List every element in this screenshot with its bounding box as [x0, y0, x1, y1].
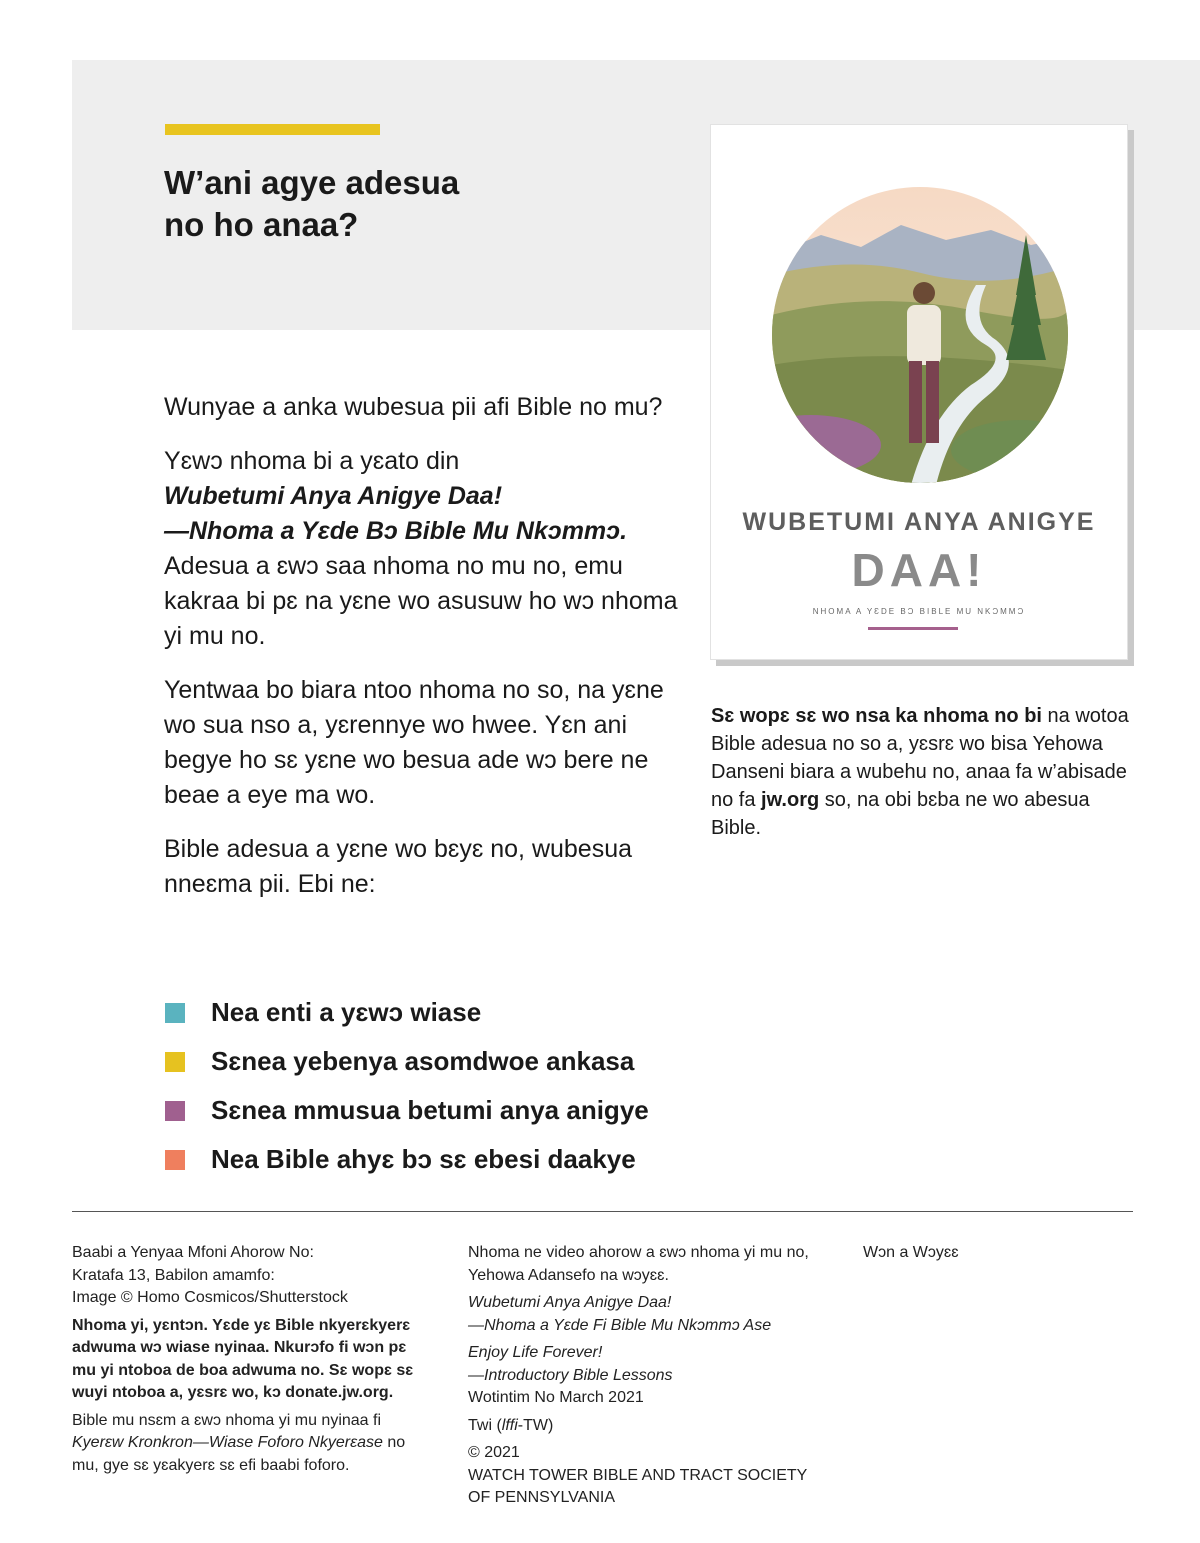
- book-paragraph: [164, 444, 684, 654]
- list-item-label: Nea Bible ahyɛ bɔ sɛ ebesi daakye: [211, 1144, 636, 1174]
- copyright-line2: OF PENNSYLVANIA: [468, 1489, 615, 1506]
- footer-column-credits: [72, 1242, 432, 1482]
- list-item: [165, 1135, 725, 1184]
- footer-column-publishers: [863, 1242, 1113, 1270]
- credits-line3: Image © Homo Cosmicos/Shutterstock: [72, 1289, 348, 1306]
- intro-paragraph: Wunyae a anka wubesua pii afi Bible no mu?: [164, 393, 663, 421]
- publisher-note: Nhoma ne video ahorow a ɛwɔ nhoma yi mu no, Yehowa Adansefo na wɔyɛɛ.: [468, 1244, 809, 1284]
- list-item-label: Sɛnea mmusua betumi anya anigye: [211, 1095, 649, 1125]
- title-twi-line1: Wubetumi Anya Anigye Daa!: [468, 1294, 672, 1311]
- teal-square-icon: [165, 1003, 185, 1023]
- book-cover-title: WUBETUMI ANYA ANIGYE: [742, 508, 1096, 536]
- publishers-note: Wɔn a Wɔyɛɛ: [863, 1244, 959, 1261]
- topics-intro-paragraph: Bible adesua a yɛne wo bɛyɛ no, wubesua nneɛma pii. Ebi ne:: [164, 835, 633, 898]
- cover-illustration: [771, 185, 1069, 485]
- printing-date: Wotintim No March 2021: [468, 1389, 644, 1406]
- body-text: [164, 390, 684, 921]
- bible-note-b: no mu, gye sɛ yɛakyerɛ sɛ efi baabi foforo.: [72, 1434, 406, 1474]
- image-credits: [72, 1242, 432, 1310]
- book-paragraph-intro: Yɛwɔ nhoma bi a yɛato din: [164, 447, 460, 475]
- lang-a: Twi (: [468, 1416, 502, 1434]
- book-cover-subtitle: NHOMA A YƐDE BƆ BIBLE MU NKƆMMƆ: [812, 607, 1026, 616]
- page-title: [164, 162, 584, 246]
- page-title-line2: no ho anaa?: [164, 206, 359, 243]
- credits-line1: Baabi a Yenyaa Mfoni Ahorow No:: [72, 1244, 314, 1261]
- copyright-line1: WATCH TOWER BIBLE AND TRACT SOCIETY: [468, 1466, 808, 1484]
- yellow-square-icon: [165, 1052, 185, 1072]
- jw-org-link[interactable]: jw.org: [761, 789, 820, 811]
- book-cover: [710, 124, 1128, 660]
- list-item: [165, 988, 725, 1037]
- list-item-label: Nea enti a yɛwɔ wiase: [211, 997, 482, 1027]
- language-code: [468, 1415, 828, 1438]
- lang-code-italic: lffi: [501, 1416, 518, 1434]
- donation-note: Nhoma yi, yɛntɔn. Yɛde yɛ Bible nkyerɛkyerɛ adwuma wɔ wiase nyinaa. Nkurɔfo fi wɔn pɛ mu yi ntoboa de boa adwuma no. Sɛ wopɛ sɛ wuyi ntoboa a, yɛsrɛ wo, kɔ donate.jw.org.: [72, 1316, 414, 1401]
- title-twi-line2: —Nhoma a Yɛde Fi Bible Mu Nkɔmmɔ Ase: [468, 1316, 772, 1334]
- request-note: [711, 702, 1131, 842]
- book-title-line2: —Nhoma a Yɛde Bɔ Bible Mu Nkɔmmɔ.: [164, 517, 628, 545]
- accent-bar: [165, 124, 380, 135]
- list-item: [165, 1086, 725, 1135]
- request-note-text1: na wotoa Bible adesua no so a, yɛsrɛ wo bisa Yehowa Danseni biara a wubehu no, anaa fa w’abisade no fa: [711, 705, 1129, 811]
- bible-translation-note: [72, 1410, 432, 1478]
- list-item: [165, 1037, 725, 1086]
- footer-column-publication: [468, 1242, 828, 1515]
- lang-b: -TW): [517, 1416, 554, 1434]
- page-title-line1: W’ani agye adesua: [164, 164, 460, 201]
- copyright-year: © 2021: [468, 1444, 520, 1461]
- title-en-line2: —Introductory Bible Lessons: [468, 1366, 673, 1384]
- title-twi: [468, 1292, 828, 1337]
- list-item-label: Sɛnea yebenya asomdwoe ankasa: [211, 1046, 635, 1076]
- title-en-line1: Enjoy Life Forever!: [468, 1344, 603, 1361]
- request-note-lead: Sɛ wopɛ sɛ wo nsa ka nhoma no bi: [711, 705, 1042, 727]
- copyright: [468, 1442, 828, 1510]
- topic-list: [165, 988, 725, 1184]
- footer-divider: [72, 1211, 1133, 1212]
- credits-line2: Kratafa 13, Babilon amamfo:: [72, 1266, 275, 1284]
- book-cover-title-big: DAA!: [851, 544, 987, 596]
- title-english: [468, 1342, 828, 1410]
- orange-square-icon: [165, 1150, 185, 1170]
- book-title-line1: Wubetumi Anya Anigye Daa!: [164, 482, 503, 510]
- free-study-paragraph: Yentwaa bo biara ntoo nhoma no so, na yɛne wo sua nso a, yɛrennye wo hwee. Yɛn ani begye ho sɛ yɛne wo besua ade wɔ bere ne beae a eye ma wo.: [164, 676, 664, 809]
- book-cover-rule: [868, 627, 958, 630]
- book-paragraph-rest: Adesua a ɛwɔ saa nhoma no mu no, emu kakraa bi pɛ na yɛne wo asusuw ho wɔ nhoma yi mu no.: [164, 552, 678, 650]
- purple-square-icon: [165, 1101, 185, 1121]
- bible-note-title: Kyerɛw Kronkron—Wiase Foforo Nkyerɛase: [72, 1434, 383, 1451]
- request-note-text2: so, na obi bɛba ne wo abesua Bible.: [711, 789, 1090, 839]
- bible-note-a: Bible mu nsɛm a ɛwɔ nhoma yi mu nyinaa fi: [72, 1411, 382, 1429]
